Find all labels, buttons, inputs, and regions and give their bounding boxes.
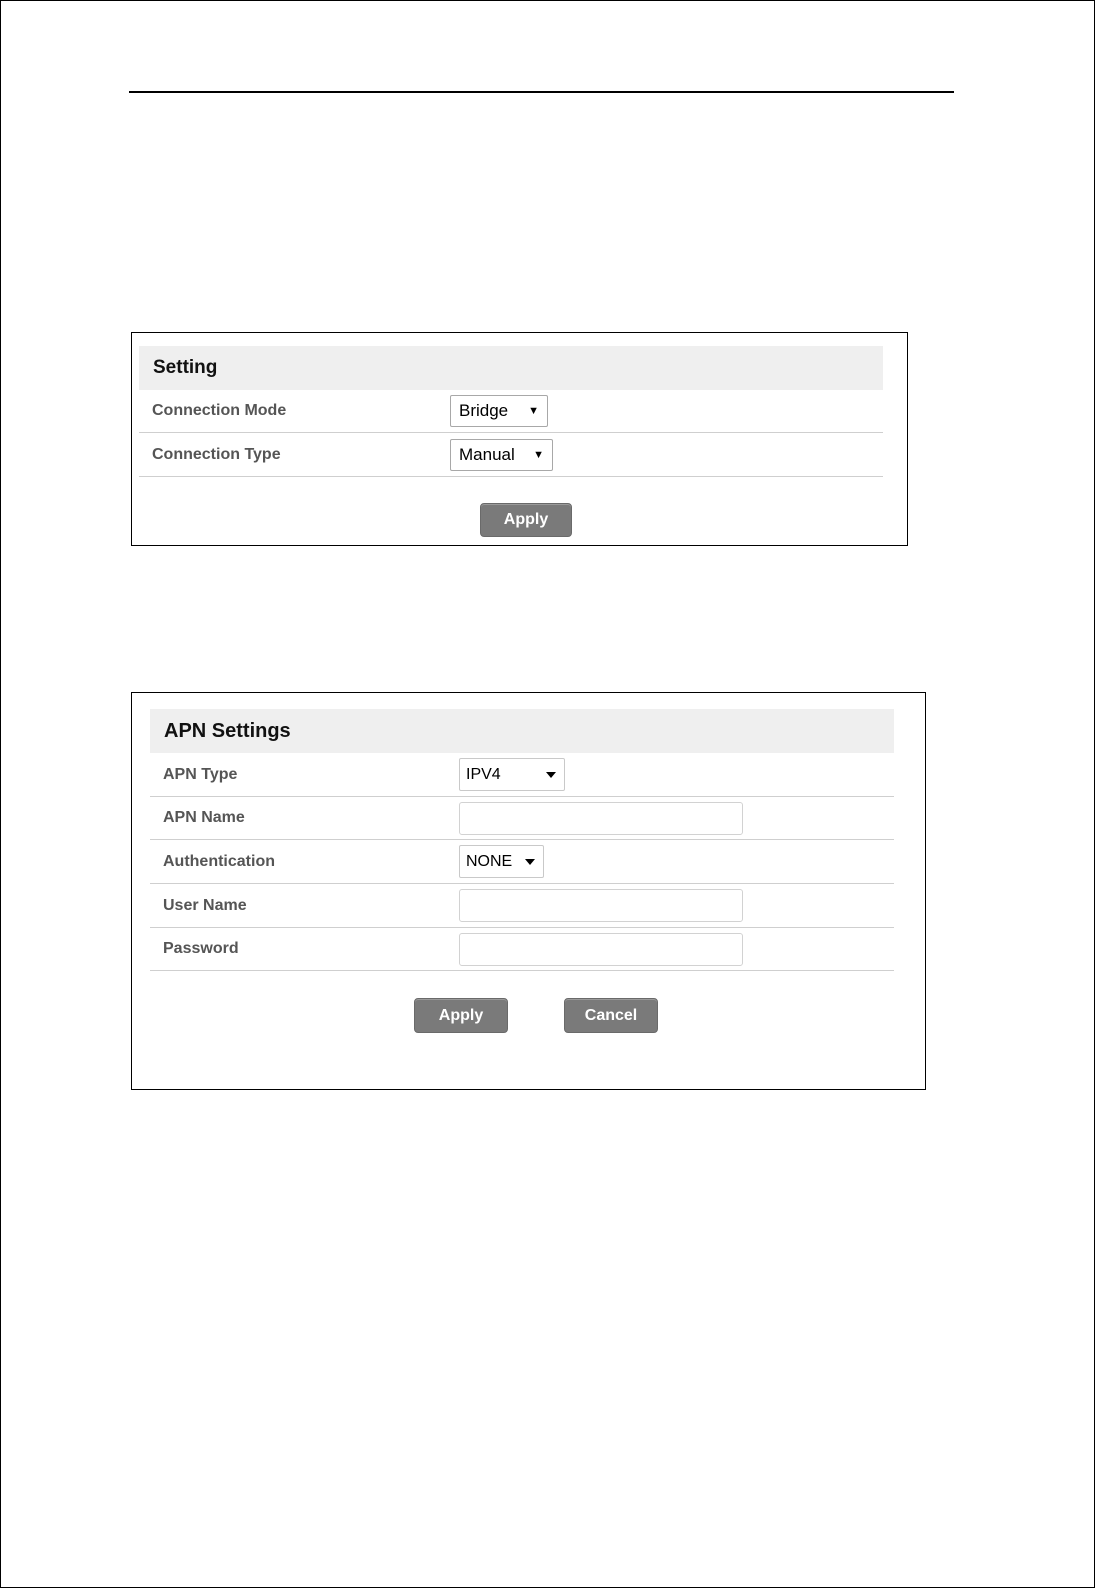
authentication-label: Authentication [163, 852, 275, 870]
apn-name-input[interactable] [459, 802, 743, 835]
user-name-input[interactable] [459, 889, 743, 922]
apn-cancel-button[interactable]: Cancel [564, 998, 658, 1033]
apn-settings-title: APN Settings [150, 709, 894, 753]
connection-mode-row [139, 390, 883, 433]
apn-type-label: APN Type [163, 765, 238, 783]
caret-down-icon [525, 859, 535, 865]
header-rule [129, 91, 954, 93]
setting-panel-title: Setting [139, 346, 883, 390]
connection-mode-value: Bridge [459, 401, 509, 420]
connection-type-value: Manual [459, 444, 515, 464]
authentication-row [150, 840, 894, 884]
apn-name-label: APN Name [163, 809, 245, 826]
password-input[interactable] [459, 933, 743, 966]
apn-apply-button[interactable]: Apply [414, 998, 508, 1033]
caret-down-icon: ▼ [533, 448, 544, 461]
authentication-value: NONE [466, 852, 513, 870]
apn-type-select[interactable] [459, 758, 565, 791]
authentication-select[interactable] [459, 845, 544, 878]
connection-type-row [139, 433, 883, 477]
user-name-label: User Name [163, 896, 247, 914]
apn-type-value: IPV4 [466, 765, 501, 783]
connection-mode-select[interactable] [450, 395, 548, 427]
apn-name-row [150, 797, 894, 840]
caret-down-icon [546, 772, 556, 778]
apn-settings-panel [131, 692, 926, 1090]
apn-type-row [150, 753, 894, 797]
connection-mode-label: Connection Mode [152, 402, 287, 419]
caret-down-icon: ▼ [528, 405, 539, 417]
password-row [150, 928, 894, 971]
setting-panel [131, 332, 908, 546]
password-label: Password [163, 940, 239, 957]
connection-type-label: Connection Type [152, 445, 281, 463]
user-name-row [150, 884, 894, 928]
setting-apply-button[interactable]: Apply [480, 503, 572, 537]
connection-type-select[interactable] [450, 439, 553, 471]
